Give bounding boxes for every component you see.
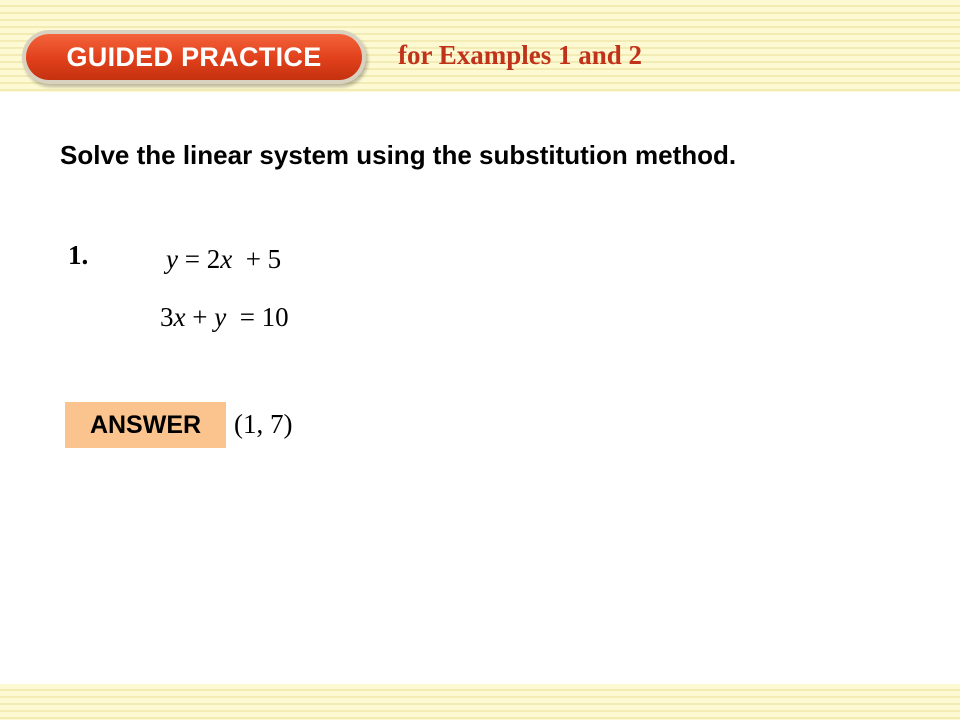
answer-label: ANSWER [65, 402, 226, 448]
badge-pill [26, 34, 362, 80]
eq1-x-var: x [220, 244, 233, 274]
eq1-coef: 2 [206, 244, 221, 274]
instruction-text: Solve the linear system using the substitution method. [60, 140, 737, 170]
answer-value: (1, 7) [234, 409, 293, 439]
eq2-plus: + [185, 302, 215, 332]
eq2-coef: 3 [160, 302, 174, 332]
equation-2 [160, 302, 289, 333]
footer-band [0, 684, 960, 720]
equation-1 [166, 244, 281, 275]
examples-subtitle: for Examples 1 and 2 [398, 40, 643, 70]
eq2-x-var: x [173, 302, 186, 332]
eq1-y-var: y [166, 244, 178, 274]
eq1-rest: + 5 [232, 244, 282, 274]
eq1-equals: = [177, 244, 207, 274]
problem-number: 1. [68, 240, 89, 270]
badge-label: GUIDED PRACTICE [66, 41, 322, 72]
eq2-y-var: y [214, 302, 227, 332]
guided-practice-badge [22, 30, 366, 84]
eq2-rest: = 10 [226, 302, 289, 332]
